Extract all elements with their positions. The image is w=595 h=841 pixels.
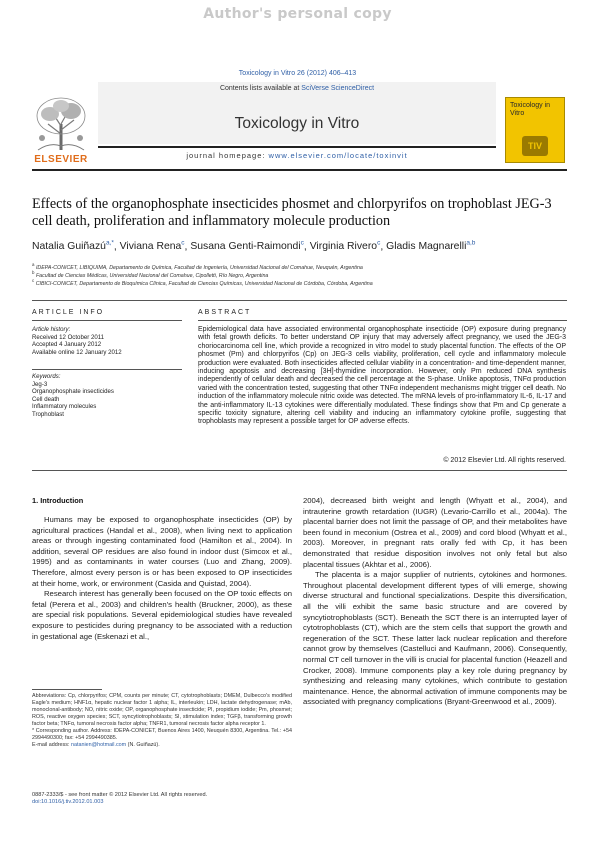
- author-email-link[interactable]: natanien@hotmail.com: [70, 742, 127, 748]
- journal-cover-thumbnail[interactable]: [505, 97, 565, 163]
- intro-paragraph-2: Research interest has generally been focused on the OP toxic effects on fetal (Perera et al., 2003) and children's health (Bruckner, 2000), as these are special risk populations. Several epidemiological studies have revealed exposure to pesticides during pregnancy to be associated with a reduction in gestational age (Eskenazi et al.,: [32, 589, 292, 641]
- keyword: Cell death: [32, 395, 60, 403]
- journal-homepage: [98, 151, 496, 160]
- issn-block: [32, 792, 292, 806]
- journal-citation[interactable]: Toxicology in Vitro 26 (2012) 406–413: [238, 70, 357, 77]
- intro-left-column: [32, 515, 292, 642]
- accepted-date: Accepted 4 January 2012: [32, 341, 102, 349]
- affiliation-a: $^a$ IDEPA-CONICET, LIBIQUIMA, Departamento de Química, Facultad de Ingeniería, Universidad Nacional del Comahue, Neuquén, Argentina: [32, 262, 363, 271]
- header-rule: [98, 146, 496, 148]
- corresponding-author-footnote: * Corresponding author. Address: IDEPA-CONICET, Buenos Aires 1400, Neuquén 8300, Argentina. Tel.: +54 2994490300; fax: +54 2994490385.: [32, 728, 292, 741]
- abstract-rule: [198, 320, 567, 321]
- footnote-rule: [32, 689, 102, 690]
- affil-rule: [32, 300, 567, 301]
- received-date: Received 12 October 2011: [32, 333, 105, 341]
- section-heading-introduction: 1. Introduction: [32, 496, 84, 505]
- sciencedirect-link[interactable]: SciVerse ScienceDirect: [301, 85, 375, 92]
- keywords-block: [32, 373, 182, 419]
- history-label: Article history:: [32, 326, 71, 333]
- intro-right-column: [303, 496, 567, 708]
- article-info-rule: [32, 320, 182, 321]
- intro-paragraph-2-continued: 2004), decreased birth weight and length (Whyatt et al., 2004), and intrauterine growth retardation (IUGR) (Levario-Carrillo et al., 2004a). The placental barrier does not limit the passage of OP, and their metabolites have been found in meconium (Ostrea et al., 2009) and cord blood (Whyatt et al., 2003). Moreover, in pregnant rats orally fed with Cp, it has been demonstrated that residue disposition involves not only fetal but also placental tissues (Akhtar et al., 2006).: [303, 496, 567, 569]
- abstract-copyright: © 2012 Elsevier Ltd. All rights reserved.: [443, 457, 566, 464]
- author-2: Viviana Rena$^c$: [119, 240, 185, 253]
- keywords-rule: [32, 369, 182, 370]
- article-title: Effects of the organophosphate insecticides phosmet and chlorpyrifos on trophoblast JEG-3 cell death, proliferation and inflammatory molecule production: [32, 196, 552, 229]
- keywords-label: Keywords:: [32, 373, 61, 380]
- online-date: Available online 12 January 2012: [32, 348, 122, 356]
- affiliation-b: $^b$ Facultad de Ciencias Médicas, Universidad Nacional del Comahue, Cipolletti, Río Negro, Argentina: [32, 270, 269, 279]
- keyword: Inflammatory molecules: [32, 403, 97, 411]
- abstract-bottom-rule: [32, 470, 567, 471]
- keyword: Jeg-3: [32, 380, 48, 388]
- abstract-heading: ABSTRACT: [198, 309, 252, 316]
- email-footnote: E-mail address: natanien@hotmail.com (N. Guiñazú).: [32, 742, 160, 748]
- author-list: Natalia Guiñazú$^{a,*}$, Viviana Rena$^c$, Susana Genti-Raimondi$^c$, Virginia Rivero$^c$, Gladis Magnarelli$^{a,b}$: [32, 240, 476, 253]
- article-history: [32, 326, 182, 356]
- author-5: Gladis Magnarelli$^{a,b}$: [386, 240, 476, 253]
- cover-logo: TIV: [522, 136, 548, 156]
- intro-paragraph-3: The placenta is a major supplier of nutrients, cytokines and hormones. Throughout placental development different types of villi emerge, showing diverse structural and functional specializations. Despite this diversification, all the villi exhibit the same basic structure and are covered by syncytiotrophoblasts (SCT). Beneath the SCT there is an interrupted layer of cytotrophoblasts (CT), which are the stem cells that support the growth and regeneration of the SCT. These latter lack nuclear replication and therefore cannot grow by themselves (Castelluci and Kaufmann, 2006). Consequently, normal CT cell turnover in the villi is crucial for placental function (Heazell and Crocker, 2008). Immune components play a key role during pregnancy by synthesizing and releasing many cytokines, which contribute to gestation maintenance. Hence, the abnormal activation of immune components may be associated with pregnancy complications (Bryant-Greenwood et al., 2009).: [303, 570, 567, 707]
- author-4: Virginia Rivero$^c$: [309, 240, 381, 253]
- keyword: Organophosphate insecticides: [32, 388, 114, 396]
- abstract-text: Epidemiological data have associated environmental organophosphate insecticide (OP) exposure during pregnancy with fetal growth deficits. To better understand OP injury that may adversely affect pregnancy, we used the JEG-3 choriocarcinoma cell line, which provide a recognized in vitro model to study placental function. The effects of the OP phosmet (Pm) and chlorpyrifos (Cp) on JEG-3 cells viability, proliferation, cell cycle and inflammatory molecule production were evaluated. Both insecticides affected cellular viability in a concentration- and time-dependent manner, inducing apoptosis and decreasing [3H]-thymidine incorporation. However, only Pm reduced DNA synthesis independently of cellular death and decreased the cell percentage at the S-phase. Unlike apoptosis, TNFα production varied with the concentration tested, suggesting that other TNFα independent mechanisms might trigger cell death. No induction of the inflammatory molecule nitric oxide was detected. The mRNA levels of pro-inflammatory IL-6, IL-17 and the anti-inflammatory IL-13 cytokines were differentially modulated. These findings show that Pm and Cp generate a specific toxicity signature, altering cell viability and inducing an inflammatory cytokine profile, suggesting that trophoblasts may represent a possible target for OP adverse effects.: [198, 326, 566, 426]
- author-3: Susana Genti-Raimondi$^c$: [190, 240, 304, 253]
- homepage-link[interactable]: www.elsevier.com/locate/toxinvit: [268, 151, 408, 160]
- affiliation-c: $^c$ CIBICI-CONICET, Departamento de Bioquímica Clínica, Facultad de Ciencias Químicas, Universidad Nacional de Córdoba, Córdoba, Argentina: [32, 278, 373, 287]
- journal-title: Toxicology in Vitro: [234, 115, 360, 132]
- contents-line: [98, 85, 496, 92]
- intro-paragraph-1: Humans may be exposed to organophosphate insecticides (OP) by agricultural practices (Handal et al., 2008), when living next to application areas or through ingesting contaminated food (Hamilton et al., 2004). In addition, several OP residues are also found in indoor dust (Simcox et al., 1995) and as contaminants in water courses (Luo and Zhang, 2009). Therefore, almost every person is or has been exposed to OP insecticides at their home, work, or environment (Casida and Quistad, 2004).: [32, 515, 292, 588]
- homepage-prefix: journal homepage:: [186, 151, 269, 160]
- issn-line: 0887-2333/$ - see front matter © 2012 Elsevier Ltd. All rights reserved.: [32, 792, 208, 798]
- article-info-heading: ARTICLE INFO: [32, 309, 105, 316]
- keyword: Trophoblast: [32, 410, 64, 418]
- cover-title: Toxicology in Vitro: [510, 102, 551, 117]
- title-top-rule: [32, 169, 567, 171]
- watermark: Author's personal copy: [203, 6, 392, 22]
- author-1: Natalia Guiñazú$^{a,*}$: [32, 240, 114, 253]
- footnotes: [32, 693, 292, 749]
- abbreviations-footnote: Abbreviations: Cp, chlorpyrifos; CPM, counts per minute; CT, cytotrophoblasts; DMEM, Dulbecco's modified Eagle's medium; HNF1α, hepatic nuclear factor 1 alpha; IL, interleukin; LDH, lactate dehydrogenase; mAb, monoclonal-antibody; NO, nitric oxide; OP, organophosphate insecticide; PI, propidium iodide; Pm, phosmet; ROS, reactive oxygen species; SCT, syncytiotrophoblasts; SI, stimulation index; TGFβ, transforming growth factor beta; TNFα, tumoral necrosis factor alpha; TNFR1, tumoral necrosis factor alpha receptor 1.: [32, 693, 292, 727]
- elsevier-tree-logo: [30, 94, 92, 156]
- contents-prefix: Contents lists available at: [219, 85, 302, 92]
- doi-link[interactable]: doi:10.1016/j.tiv.2012.01.003: [32, 799, 104, 805]
- publisher-name: ELSEVIER: [34, 154, 88, 165]
